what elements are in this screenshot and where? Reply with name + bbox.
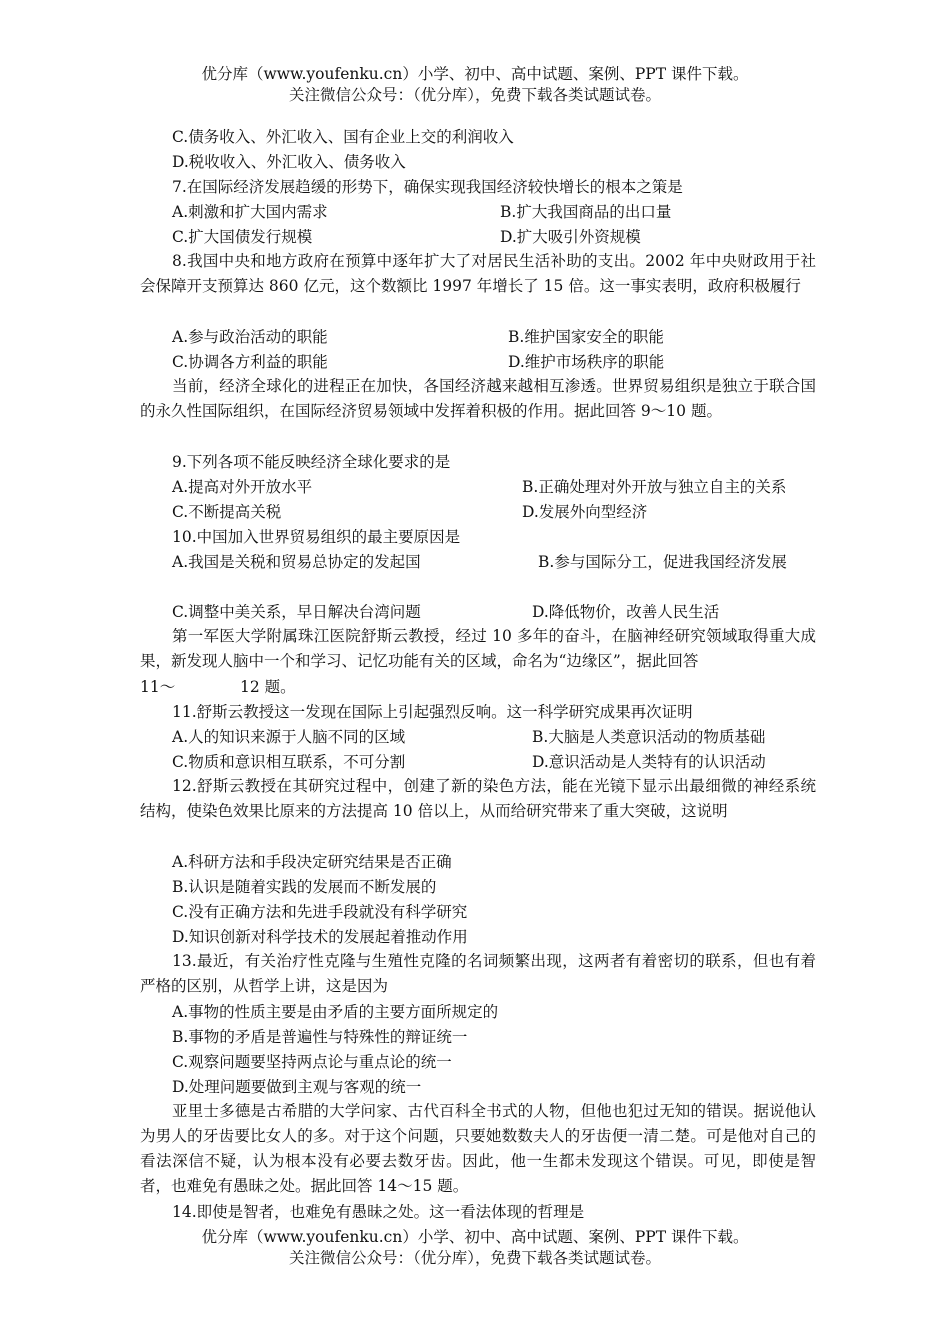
- q7-option-c: C.扩大国债发行规模: [172, 228, 313, 246]
- footer-line-2: 关注微信公众号：（优分库），免费下载各类试题试卷。: [288, 1249, 661, 1267]
- q8-option-a: A.参与政治活动的职能: [172, 328, 328, 346]
- q13-option-b: B.事物的矛盾是普遍性与特殊性的辩证统一: [172, 1028, 468, 1046]
- material-14-15: 亚里士多德是古希腊的大学问家、古代百科全书式的人物，但他也犯过无知的错误。据说他认为男人的牙齿要比女人的多。对于这个问题，只要她数数夫人的牙齿便一清二楚。可是他对自己的看法深信不疑，认为根本没有必要去数牙齿。因此，他一生都未发现这个错误。可见，即使是智者，也难免有愚昧之处。据此回答 14～15 题。: [140, 1102, 816, 1195]
- material-11-12-range-end: 12 题。: [240, 678, 296, 696]
- q8-option-b: B.维护国家安全的职能: [508, 328, 664, 346]
- q7-option-d: D.扩大吸引外资规模: [500, 228, 641, 246]
- q12-option-b: B.认识是随着实践的发展而不断发展的: [172, 878, 437, 896]
- q11-option-c: C.物质和意识相互联系，不可分割: [172, 753, 406, 771]
- q10-stem: 10.中国加入世界贸易组织的最主要原因是: [172, 528, 461, 546]
- q10-option-d: D.降低物价，改善人民生活: [532, 603, 720, 621]
- q7-option-a: A.刺激和扩大国内需求: [172, 203, 328, 221]
- footer-line-1: 优分库（www.youfenku.cn）小学、初中、高中试题、案例、PPT 课件下载。: [201, 1228, 749, 1246]
- q10-option-a: A.我国是关税和贸易总协定的发起国: [172, 553, 421, 571]
- material-9-10: 当前，经济全球化的进程正在加快，各国经济越来越相互渗透。世界贸易组织是独立于联合国的永久性国际组织，在国际经济贸易领域中发挥着积极的作用。据此回答 9～10 题。: [140, 377, 816, 420]
- q13-option-d: D.处理问题要做到主观与客观的统一: [172, 1078, 422, 1096]
- q9-stem: 9.下列各项不能反映经济全球化要求的是: [172, 453, 451, 471]
- header-line-2: 关注微信公众号：（优分库），免费下载各类试题试卷。: [288, 86, 661, 104]
- q12-option-a: A.科研方法和手段决定研究结果是否正确: [172, 853, 452, 871]
- q8-option-d: D.维护市场秩序的职能: [508, 353, 665, 371]
- q11-stem: 11.舒斯云教授这一发现在国际上引起强烈反响。这一科学研究成果再次证明: [172, 703, 693, 721]
- q14-stem: 14.即使是智者，也难免有愚昧之处。这一看法体现的哲理是: [172, 1203, 585, 1221]
- q9-option-a: A.提高对外开放水平: [172, 478, 313, 496]
- q11-option-d: D.意识活动是人类特有的认识活动: [532, 753, 766, 771]
- q10-option-c: C.调整中美关系，早日解决台湾问题: [172, 603, 421, 621]
- q10-option-b: B.参与国际分工，促进我国经济发展: [538, 553, 787, 571]
- q13-stem: 13.最近，有关治疗性克隆与生殖性克隆的名词频繁出现，这两者有着密切的联系，但也有着严格的区别，从哲学上讲，这是因为: [140, 952, 816, 995]
- header-line-1: 优分库（www.youfenku.cn）小学、初中、高中试题、案例、PPT 课件下载。: [201, 65, 749, 83]
- q11-option-a: A.人的知识来源于人脑不同的区域: [172, 728, 406, 746]
- q12-option-d: D.知识创新对科学技术的发展起着推动作用: [172, 928, 468, 946]
- q11-option-b: B.大脑是人类意识活动的物质基础: [532, 728, 766, 746]
- q8-option-c: C.协调各方利益的职能: [172, 353, 328, 371]
- q9-option-d: D.发展外向型经济: [522, 503, 648, 521]
- q6-option-c: C.债务收入、外汇收入、国有企业上交的利润收入: [172, 128, 514, 146]
- q7-option-b: B.扩大我国商品的出口量: [500, 203, 672, 221]
- page-footer: [0, 1227, 950, 1269]
- q12-option-c: C.没有正确方法和先进手段就没有科学研究: [172, 903, 468, 921]
- page-header: [0, 64, 950, 106]
- q13-option-c: C.观察问题要坚持两点论与重点论的统一: [172, 1053, 452, 1071]
- q12-stem: 12.舒斯云教授在其研究过程中，创建了新的染色方法，能在光镜下显示出最细微的神经系统结构，使染色效果比原来的方法提高 10 倍以上，从而给研究带来了重大突破，这说明: [140, 777, 816, 820]
- q9-option-c: C.不断提高关税: [172, 503, 282, 521]
- q6-option-d: D.税收收入、外汇收入、债务收入: [172, 153, 406, 171]
- q7-stem: 7.在国际经济发展趋缓的形势下，确保实现我国经济较快增长的根本之策是: [172, 178, 683, 196]
- q8-stem: 8.我国中央和地方政府在预算中逐年扩大了对居民生活补助的支出。2002 年中央财政用于社会保障开支预算达 860 亿元，这个数额比 1997 年增长了 15 倍。这一事实表明，政府积极履行: [140, 252, 816, 295]
- material-11-12: 第一军医大学附属珠江医院舒斯云教授，经过 10 多年的奋斗，在脑神经研究领域取得重大成果，新发现人脑中一个和学习、记忆功能有关的区域，命名为“边缘区”，据此回答: [140, 627, 816, 670]
- material-11-12-range-start: 11～: [140, 678, 176, 696]
- q13-option-a: A.事物的性质主要是由矛盾的主要方面所规定的: [172, 1003, 499, 1021]
- q9-option-b: B.正确处理对外开放与独立自主的关系: [522, 478, 787, 496]
